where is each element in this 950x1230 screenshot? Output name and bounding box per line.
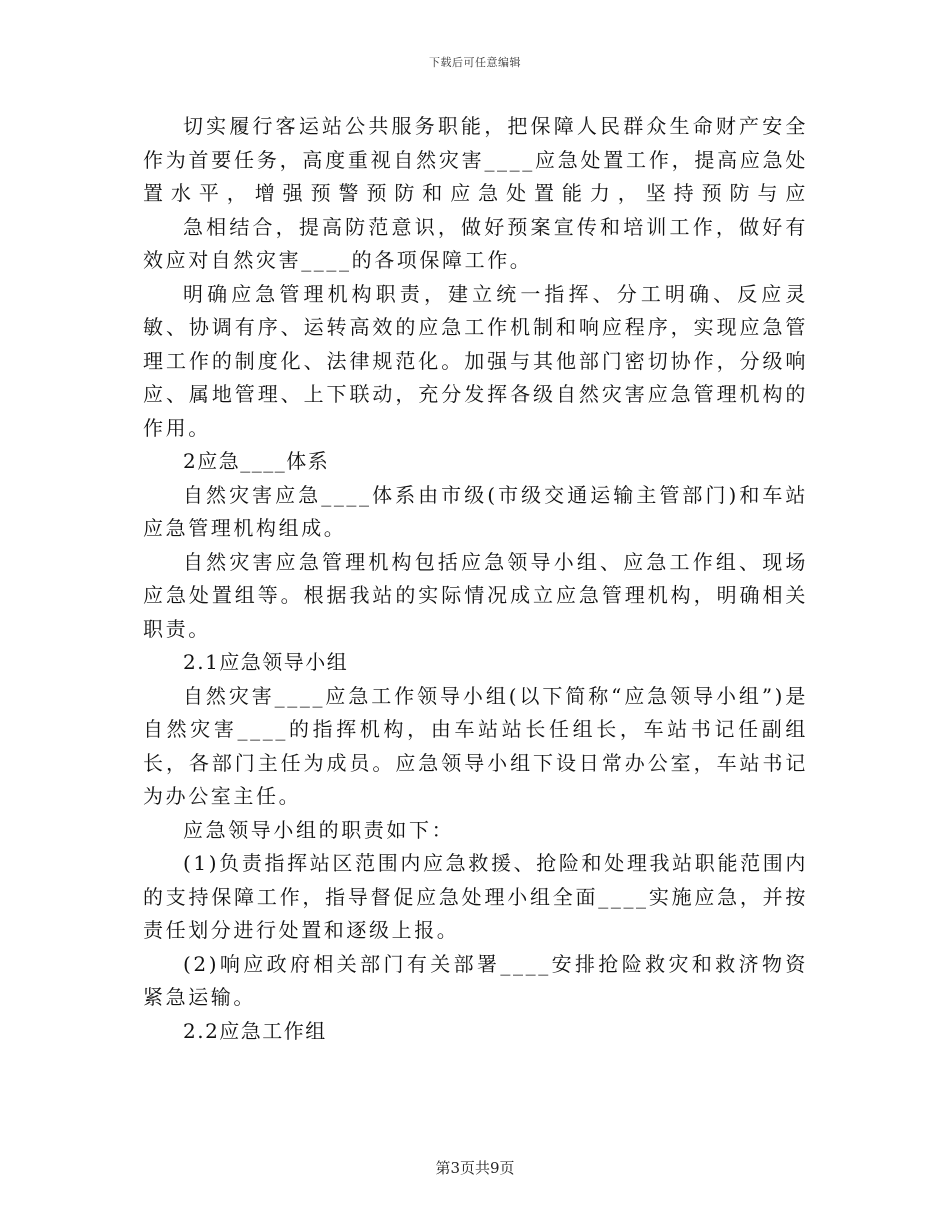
paragraph: 自然灾害应急管理机构包括应急领导小组、应急工作组、现场应急处置组等。根据我站的实际情况成立应急管理机构，明确相关职责。 xyxy=(143,549,808,641)
section-heading: 2.1应急领导小组 xyxy=(183,650,349,674)
page-number: 第3页共9页 xyxy=(435,1159,515,1177)
paragraph: 明确应急管理机构职责，建立统一指挥、分工明确、反应灵敏、协调有序、运转高效的应急工作机制和响应程序，实现应急管理工作的制度化、法律规范化。加强与其他部门密切协作，分级响应、属地管理、上下联动，充分发挥各级自然灾害应急管理机构的作用。 xyxy=(143,281,808,440)
paragraph: 应急领导小组的职责如下： xyxy=(183,817,455,842)
list-item: (1)负责指挥站区范围内应急救援、抢险和处理我站职能范围内的支持保障工作，指导督促应急处理小组全面____实施应急，并按责任划分进行处置和逐级上报。 xyxy=(143,851,808,942)
section-heading: 2.2应急工作组 xyxy=(183,1018,327,1043)
paragraph: 自然灾害____应急工作领导小组(以下简称“应急领导小组”)是自然灾害____的指挥机构，由车站站长任组长，车站书记任副组长，各部门主任为成员。应急领导小组下设日常办公室，车站书记为办公室主任。 xyxy=(143,683,808,808)
list-item: (2)响应政府相关部门有关部署____安排抢险救灾和救济物资紧急运输。 xyxy=(143,951,808,1009)
page-header: 下载后可任意编辑 xyxy=(429,56,521,69)
paragraph: 急相结合，提高防范意识，做好预案宣传和培训工作，做好有效应对自然灾害____的各项保障工作。 xyxy=(143,214,808,272)
document-body xyxy=(143,110,808,1048)
section-heading: 2应急____体系 xyxy=(183,449,330,473)
paragraph: 自然灾害应急____体系由市级(市级交通运输主管部门)和车站应急管理机构组成。 xyxy=(143,482,808,540)
paragraph: 切实履行客运站公共服务职能，把保障人民群众生命财产安全作为首要任务，高度重视自然灾害____应急处置工作，提高应急处置水平，增强预警预防和应急处置能力，坚持预防与应 xyxy=(143,114,808,205)
